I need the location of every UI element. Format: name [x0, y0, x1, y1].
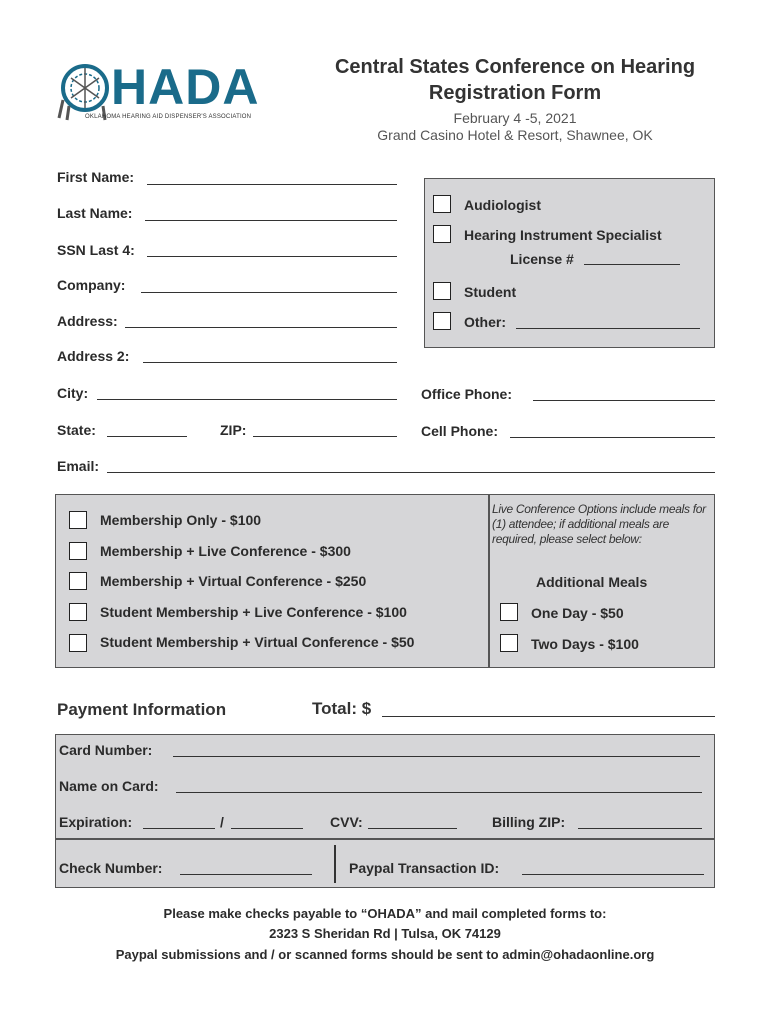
state-label: State: — [57, 422, 96, 438]
billing-zip-field[interactable] — [578, 828, 702, 829]
student-virtual-checkbox[interactable] — [69, 634, 87, 652]
his-label: Hearing Instrument Specialist — [464, 227, 662, 243]
office-phone-label: Office Phone: — [421, 386, 513, 402]
city-field[interactable] — [97, 399, 397, 400]
cvv-label: CVV: — [330, 814, 363, 830]
license-label: License # — [510, 251, 574, 267]
ssn-field[interactable] — [147, 256, 397, 257]
event-date: February 4 -5, 2021 — [453, 110, 577, 126]
membership-only-checkbox[interactable] — [69, 511, 87, 529]
check-paypal-divider — [334, 845, 336, 883]
logo — [55, 60, 275, 130]
logo-tagline: OKLAHOMA HEARING AID DISPENSER'S ASSOCIATION — [85, 114, 252, 120]
billing-zip-label: Billing ZIP: — [492, 814, 566, 830]
city-label: City: — [57, 385, 89, 401]
membership-virtual-checkbox[interactable] — [69, 572, 87, 590]
dreamcatcher-icon — [55, 60, 117, 122]
address2-label: Address 2: — [57, 348, 130, 364]
ssn-label: SSN Last 4: — [57, 242, 135, 258]
student-label: Student — [464, 284, 517, 300]
cvv-field[interactable] — [368, 828, 457, 829]
email-field[interactable] — [107, 472, 715, 473]
student-live-checkbox[interactable] — [69, 603, 87, 621]
audiologist-checkbox[interactable] — [433, 195, 451, 213]
other-label: Other: — [464, 314, 506, 330]
one-day-checkbox[interactable] — [500, 603, 518, 621]
logo-text: HADA — [111, 59, 260, 115]
cell-phone-field[interactable] — [510, 437, 715, 438]
total-field[interactable] — [382, 716, 715, 717]
membership-option: Student Membership + Virtual Conference - $50 — [100, 634, 415, 650]
zip-field[interactable] — [253, 436, 397, 437]
expiration-slash: / — [220, 814, 224, 830]
check-number-field[interactable] — [180, 874, 312, 875]
card-number-label: Card Number: — [59, 742, 153, 758]
other-checkbox[interactable] — [433, 312, 451, 330]
company-field[interactable] — [141, 292, 397, 293]
membership-option: Student Membership + Live Conference - $100 — [100, 604, 407, 620]
expiration-label: Expiration: — [59, 814, 133, 830]
footer-pre: Please make checks payable to — [163, 906, 361, 921]
footer-instructions — [0, 906, 770, 921]
zip-label: ZIP: — [220, 422, 247, 438]
event-venue: Grand Casino Hotel & Resort, Shawnee, OK — [377, 127, 653, 143]
student-checkbox[interactable] — [433, 282, 451, 300]
payment-heading: Payment Information — [57, 700, 227, 719]
membership-option: Membership + Virtual Conference - $250 — [100, 573, 367, 589]
expiration-year-field[interactable] — [231, 828, 303, 829]
check-number-label: Check Number: — [59, 860, 163, 876]
address-field[interactable] — [125, 327, 397, 328]
office-phone-field[interactable] — [533, 400, 715, 401]
first-name-field[interactable] — [147, 184, 397, 185]
meal-option: One Day - $50 — [531, 605, 624, 621]
expiration-month-field[interactable] — [143, 828, 215, 829]
payment-separator — [55, 838, 715, 840]
total-label: Total: $ — [312, 699, 372, 718]
footer-address: 2323 S Sheridan Rd | Tulsa, OK 74129 — [269, 926, 501, 941]
license-field[interactable] — [584, 264, 680, 265]
name-on-card-field[interactable] — [176, 792, 702, 793]
paypal-id-field[interactable] — [522, 874, 704, 875]
email-label: Email: — [57, 458, 100, 474]
membership-live-checkbox[interactable] — [69, 542, 87, 560]
last-name-field[interactable] — [145, 220, 397, 221]
footer-payee: “OHADA” — [360, 906, 422, 921]
last-name-label: Last Name: — [57, 205, 133, 221]
other-field[interactable] — [516, 328, 700, 329]
company-label: Company: — [57, 277, 126, 293]
paypal-id-label: Paypal Transaction ID: — [349, 860, 500, 876]
meal-option: Two Days - $100 — [531, 636, 639, 652]
footer-post: and mail completed forms to: — [421, 906, 607, 921]
audiologist-label: Audiologist — [464, 197, 541, 213]
address-label: Address: — [57, 313, 118, 329]
state-field[interactable] — [107, 436, 187, 437]
membership-option: Membership + Live Conference - $300 — [100, 543, 351, 559]
membership-divider — [488, 494, 490, 668]
address2-field[interactable] — [143, 362, 397, 363]
form-title-line1: Central States Conference on Hearing — [334, 56, 696, 78]
membership-option: Membership Only - $100 — [100, 512, 262, 528]
first-name-label: First Name: — [57, 169, 135, 185]
cell-phone-label: Cell Phone: — [421, 423, 499, 439]
meals-note: Live Conference Options include meals for (1) attendee; if additional meals are required, please select below: — [492, 502, 706, 546]
footer-email-note: Paypal submissions and / or scanned forms should be sent to admin@ohadaonline.org — [115, 947, 655, 962]
his-checkbox[interactable] — [433, 225, 451, 243]
form-title-line2: Registration Form — [428, 82, 602, 104]
meals-heading: Additional Meals — [536, 574, 648, 590]
name-on-card-label: Name on Card: — [59, 778, 159, 794]
two-days-checkbox[interactable] — [500, 634, 518, 652]
card-number-field[interactable] — [173, 756, 700, 757]
